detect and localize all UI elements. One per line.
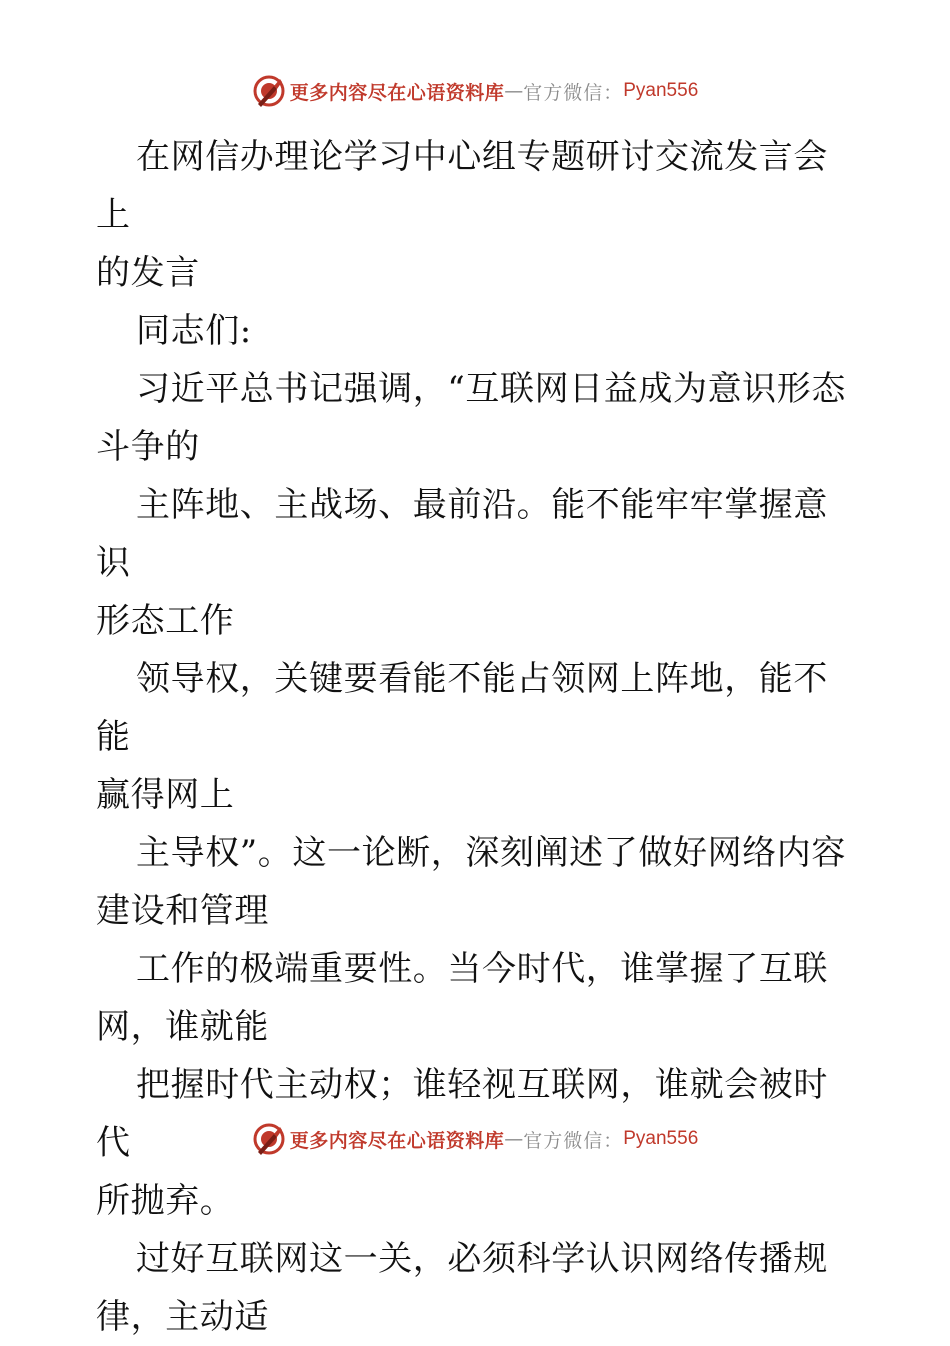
doc-line: 的发言 <box>96 253 200 293</box>
footer-banner-dash: — <box>504 1128 524 1150</box>
doc-line: 建设和管理 <box>96 891 269 931</box>
header-banner-wechat-label: 官方微信： <box>523 81 624 104</box>
footer-banner-lead: 更多内容尽在心语资料库 <box>289 1129 505 1152</box>
footer-banner <box>0 1119 950 1159</box>
doc-line: 把握时代主动权；谁轻视互联网，谁就会被时代 <box>96 1065 828 1163</box>
pen-logo-icon <box>252 74 286 108</box>
doc-line: 律，主动适 <box>96 1297 269 1337</box>
header-banner-lead: 更多内容尽在心语资料库 <box>289 81 505 104</box>
header-banner <box>0 71 950 111</box>
doc-line: 赢得网上 <box>96 775 235 815</box>
header-banner-wechat-id: Pyan556 <box>623 80 699 101</box>
doc-line: 形态工作 <box>96 601 235 641</box>
doc-line: 所抛弃。 <box>96 1181 235 1221</box>
doc-line: 主阵地、主战场、最前沿。能不能牢牢掌握意识 <box>96 485 828 583</box>
doc-line: 主导权”。这一论断，深刻阐述了做好网络内容 <box>136 833 846 873</box>
doc-line: 习近平总书记强调，“互联网日益成为意识形态 <box>136 369 846 409</box>
header-banner-dash: — <box>504 80 524 102</box>
doc-line: 网，谁就能 <box>96 1007 269 1047</box>
footer-banner-wechat-id: Pyan556 <box>623 1128 699 1149</box>
doc-line: 领导权，关键要看能不能占领网上阵地，能不能 <box>96 659 828 757</box>
doc-line: 同志们: <box>136 311 252 351</box>
footer-banner-wechat-label: 官方微信： <box>523 1129 624 1152</box>
doc-line: 工作的极端重要性。当今时代，谁掌握了互联 <box>136 949 828 989</box>
doc-line: 在网信办理论学习中心组专题研讨交流发言会上 <box>96 137 828 235</box>
doc-line: 过好互联网这一关，必须科学认识网络传播规 <box>136 1239 828 1279</box>
doc-line: 斗争的 <box>96 427 200 467</box>
pen-logo-icon <box>252 1122 286 1156</box>
document-body <box>96 128 856 1346</box>
